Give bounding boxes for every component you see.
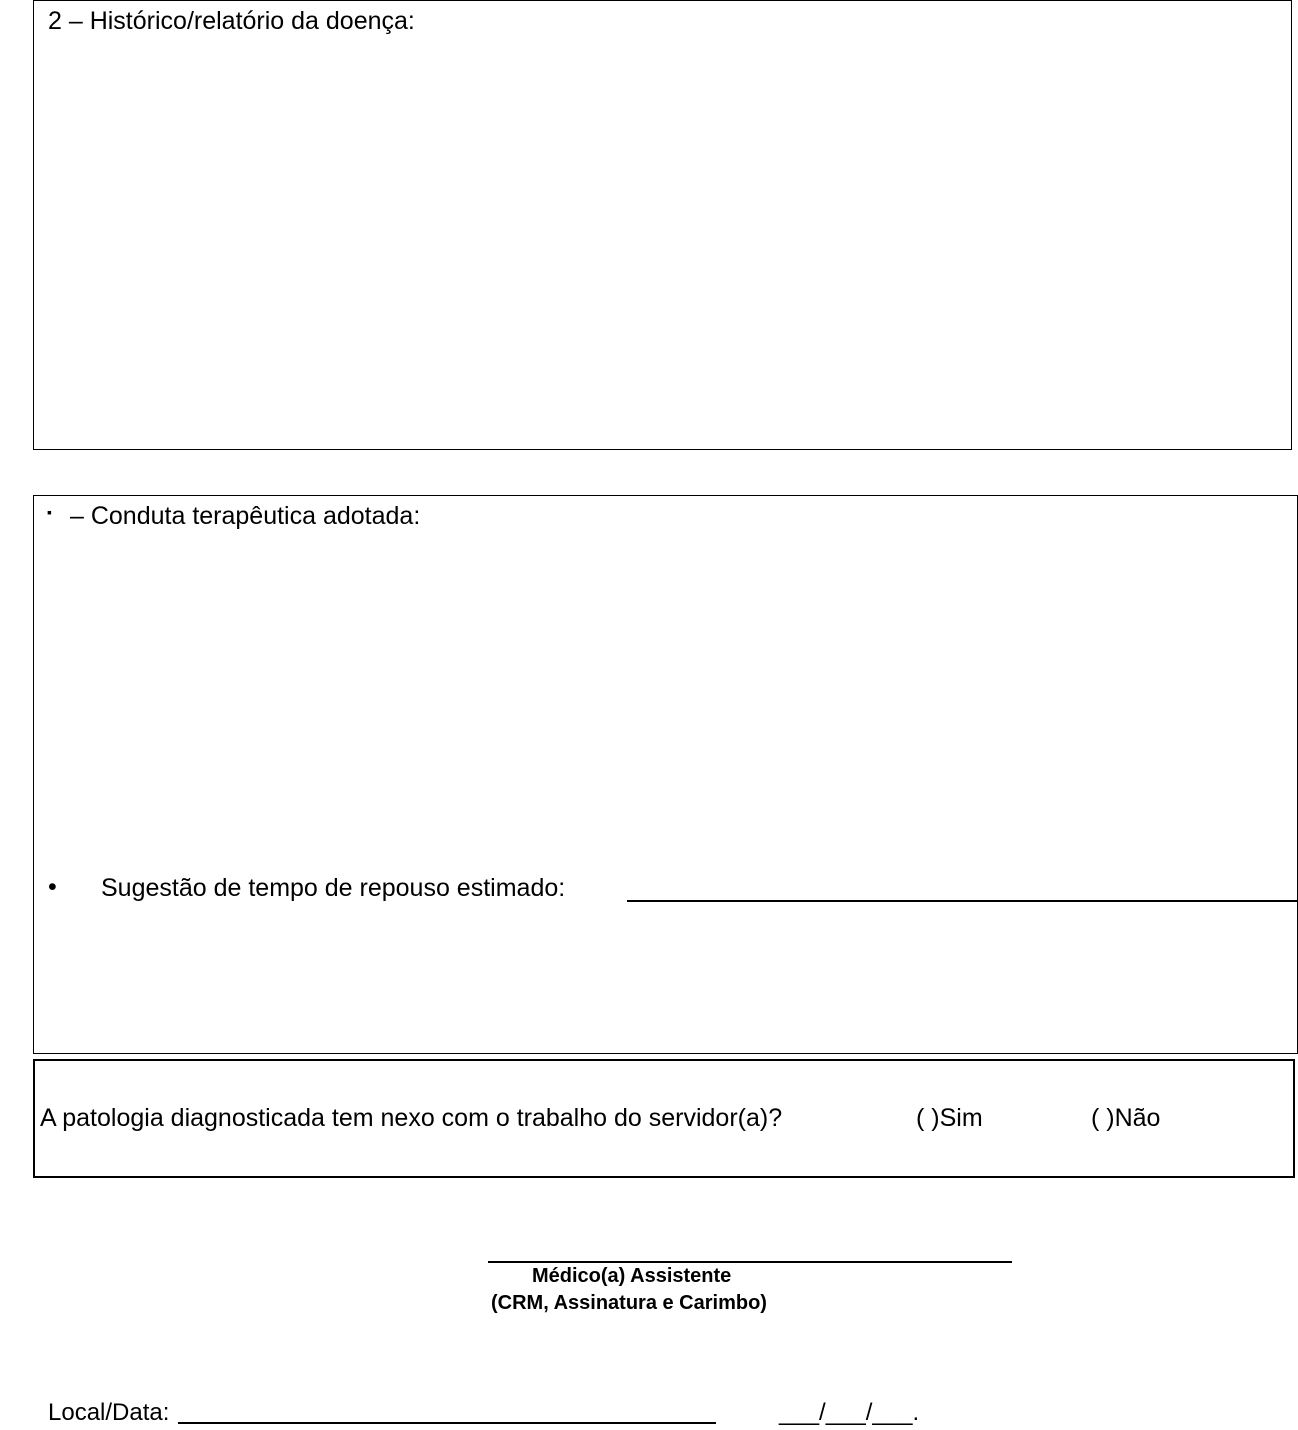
bullet-icon: • <box>48 873 57 901</box>
local-data-label: Local/Data: <box>48 1399 170 1426</box>
nexo-option-sim[interactable]: ( )Sim <box>916 1104 983 1132</box>
signature-line[interactable] <box>488 1261 1012 1263</box>
repouso-label: Sugestão de tempo de repouso estimado: <box>101 874 566 902</box>
signature-details: (CRM, Assinatura e Carimbo) <box>491 1292 767 1314</box>
conduta-box[interactable] <box>33 495 1298 1054</box>
square-bullet-icon: ▪ <box>47 504 52 520</box>
conduta-title: – Conduta terapêutica adotada: <box>70 502 421 530</box>
historico-title: 2 – Histórico/relatório da doença: <box>48 7 415 35</box>
nexo-question: A patologia diagnosticada tem nexo com o trabalho do servidor(a)? <box>40 1104 783 1132</box>
nexo-option-nao[interactable]: ( )Não <box>1091 1104 1161 1132</box>
historico-box[interactable] <box>33 0 1292 450</box>
local-data-input-line[interactable] <box>178 1422 716 1424</box>
date-blank[interactable]: ___/___/___. <box>779 1399 920 1426</box>
repouso-input-line[interactable] <box>627 900 1297 902</box>
signature-role: Médico(a) Assistente <box>532 1265 732 1287</box>
